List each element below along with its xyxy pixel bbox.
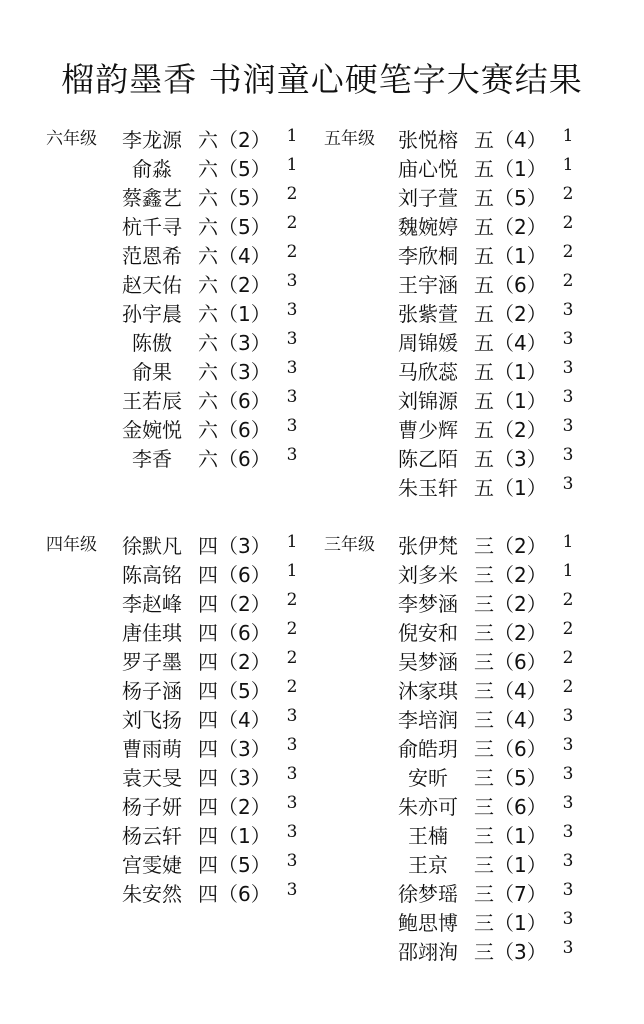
class-label: 三（1） [474,853,547,877]
award-rank: 2 [286,648,298,668]
student-name: 刘多米 [398,563,458,587]
class-label: 五（1） [474,360,547,384]
award-rank: 3 [562,329,574,349]
student-name: 袁天旻 [122,766,182,790]
class-label: 四（2） [198,795,271,819]
page-title: 榴韵墨香 书润童心硬笔字大赛结果 [61,60,583,99]
class-label: 四（3） [198,737,271,761]
class-label: 六（6） [198,447,271,471]
student-name: 陈高铭 [122,563,182,587]
award-rank: 2 [286,590,298,610]
student-name: 刘子萱 [398,186,458,210]
award-rank: 3 [562,706,574,726]
student-name: 倪安和 [398,621,458,645]
class-label: 五（2） [474,418,547,442]
award-rank: 3 [562,735,574,755]
class-label: 五（6） [474,273,547,297]
student-name: 孙宇晨 [122,302,182,326]
class-label: 五（2） [474,302,547,326]
class-label: 四（6） [198,882,271,906]
student-name: 李龙源 [122,128,182,152]
student-name: 安昕 [408,766,448,790]
class-label: 六（5） [198,186,271,210]
class-label: 三（1） [474,911,547,935]
award-rank: 2 [562,213,574,233]
award-rank: 3 [286,880,298,900]
award-rank: 2 [286,184,298,204]
student-name: 陈傲 [132,331,172,355]
class-label: 六（3） [198,331,271,355]
student-name: 李梦涵 [398,592,458,616]
class-label: 四（6） [198,563,271,587]
award-rank: 1 [562,126,574,146]
student-name: 刘锦源 [398,389,458,413]
student-name: 马欣蕊 [398,360,458,384]
student-name: 庙心悦 [398,157,458,181]
student-name: 王宇涵 [398,273,458,297]
award-rank: 2 [286,242,298,262]
class-label: 五（1） [474,244,547,268]
award-rank: 2 [562,648,574,668]
class-label: 六（5） [198,157,271,181]
class-label: 六（5） [198,215,271,239]
student-name: 罗子墨 [122,650,182,674]
award-rank: 2 [286,677,298,697]
award-rank: 1 [562,532,574,552]
student-name: 陈乙陌 [398,447,458,471]
award-rank: 2 [562,677,574,697]
class-label: 六（3） [198,360,271,384]
award-rank: 2 [562,271,574,291]
class-label: 四（5） [198,679,271,703]
award-rank: 1 [286,532,298,552]
class-label: 三（7） [474,882,547,906]
student-name: 李欣桐 [398,244,458,268]
class-label: 四（3） [198,534,271,558]
award-rank: 3 [286,851,298,871]
award-rank: 3 [286,445,298,465]
student-name: 宫雯婕 [122,853,182,877]
student-name: 赵天佑 [122,273,182,297]
student-name: 徐默凡 [122,534,182,558]
award-rank: 2 [562,184,574,204]
award-rank: 2 [286,619,298,639]
student-name: 周锦媛 [398,331,458,355]
award-rank: 3 [562,938,574,958]
student-name: 王若辰 [122,389,182,413]
award-rank: 3 [562,880,574,900]
class-label: 五（1） [474,157,547,181]
class-label: 三（5） [474,766,547,790]
award-rank: 3 [286,735,298,755]
award-rank: 3 [562,793,574,813]
student-name: 曹雨萌 [122,737,182,761]
award-rank: 3 [562,851,574,871]
award-rank: 3 [286,706,298,726]
student-name: 俞果 [132,360,172,384]
student-name: 李培润 [398,708,458,732]
class-label: 五（2） [474,215,547,239]
award-rank: 3 [286,329,298,349]
student-name: 刘飞扬 [122,708,182,732]
student-name: 徐梦瑶 [398,882,458,906]
award-rank: 3 [562,358,574,378]
class-label: 六（2） [198,273,271,297]
award-rank: 2 [562,242,574,262]
award-rank: 1 [562,561,574,581]
award-rank: 3 [286,416,298,436]
class-label: 五（4） [474,331,547,355]
class-label: 四（1） [198,824,271,848]
class-label: 六（1） [198,302,271,326]
class-label: 三（4） [474,708,547,732]
class-label: 五（3） [474,447,547,471]
grade-label: 六年级 [46,129,97,149]
student-name: 曹少辉 [398,418,458,442]
award-rank: 2 [562,590,574,610]
student-name: 吴梦涵 [398,650,458,674]
class-label: 六（4） [198,244,271,268]
class-label: 三（1） [474,824,547,848]
class-label: 四（4） [198,708,271,732]
award-rank: 3 [286,300,298,320]
class-label: 三（2） [474,534,547,558]
student-name: 唐佳琪 [122,621,182,645]
award-rank: 3 [286,271,298,291]
student-name: 俞淼 [132,157,172,181]
class-label: 四（2） [198,592,271,616]
student-name: 张悦榕 [398,128,458,152]
class-label: 六（6） [198,389,271,413]
student-name: 杭千寻 [122,215,182,239]
class-label: 三（6） [474,650,547,674]
award-rank: 2 [562,619,574,639]
class-label: 四（6） [198,621,271,645]
class-label: 五（5） [474,186,547,210]
class-label: 三（4） [474,679,547,703]
class-label: 三（6） [474,795,547,819]
student-name: 张紫萱 [398,302,458,326]
class-label: 四（5） [198,853,271,877]
class-label: 四（2） [198,650,271,674]
award-rank: 1 [286,155,298,175]
award-rank: 3 [562,764,574,784]
award-rank: 3 [286,358,298,378]
class-label: 五（1） [474,389,547,413]
student-name: 邵翊洵 [398,940,458,964]
student-name: 王楠 [408,824,448,848]
student-name: 蔡鑫艺 [122,186,182,210]
student-name: 朱亦可 [398,795,458,819]
award-rank: 1 [562,155,574,175]
student-name: 杨子涵 [122,679,182,703]
class-label: 六（2） [198,128,271,152]
grade-label: 五年级 [324,129,375,149]
award-rank: 3 [562,416,574,436]
class-label: 三（2） [474,563,547,587]
student-name: 范恩希 [122,244,182,268]
class-label: 三（2） [474,621,547,645]
award-rank: 3 [286,764,298,784]
class-label: 三（6） [474,737,547,761]
award-rank: 3 [562,474,574,494]
award-rank: 3 [286,387,298,407]
award-rank: 3 [562,387,574,407]
award-rank: 3 [286,822,298,842]
student-name: 俞皓玥 [398,737,458,761]
student-name: 鲍思博 [398,911,458,935]
grade-label: 四年级 [46,535,97,555]
student-name: 张伊梵 [398,534,458,558]
class-label: 四（3） [198,766,271,790]
class-label: 三（2） [474,592,547,616]
award-rank: 3 [562,445,574,465]
award-rank: 3 [562,300,574,320]
student-name: 李赵峰 [122,592,182,616]
student-name: 杨云轩 [122,824,182,848]
student-name: 李香 [132,447,172,471]
award-rank: 3 [562,822,574,842]
award-rank: 1 [286,561,298,581]
student-name: 朱玉轩 [398,476,458,500]
grade-label: 三年级 [324,535,375,555]
student-name: 沐家琪 [398,679,458,703]
student-name: 杨子妍 [122,795,182,819]
student-name: 魏婉婷 [398,215,458,239]
student-name: 金婉悦 [122,418,182,442]
award-rank: 3 [286,793,298,813]
student-name: 朱安然 [122,882,182,906]
student-name: 王京 [408,853,448,877]
award-rank: 2 [286,213,298,233]
class-label: 五（1） [474,476,547,500]
award-rank: 1 [286,126,298,146]
award-rank: 3 [562,909,574,929]
class-label: 五（4） [474,128,547,152]
class-label: 三（3） [474,940,547,964]
class-label: 六（6） [198,418,271,442]
